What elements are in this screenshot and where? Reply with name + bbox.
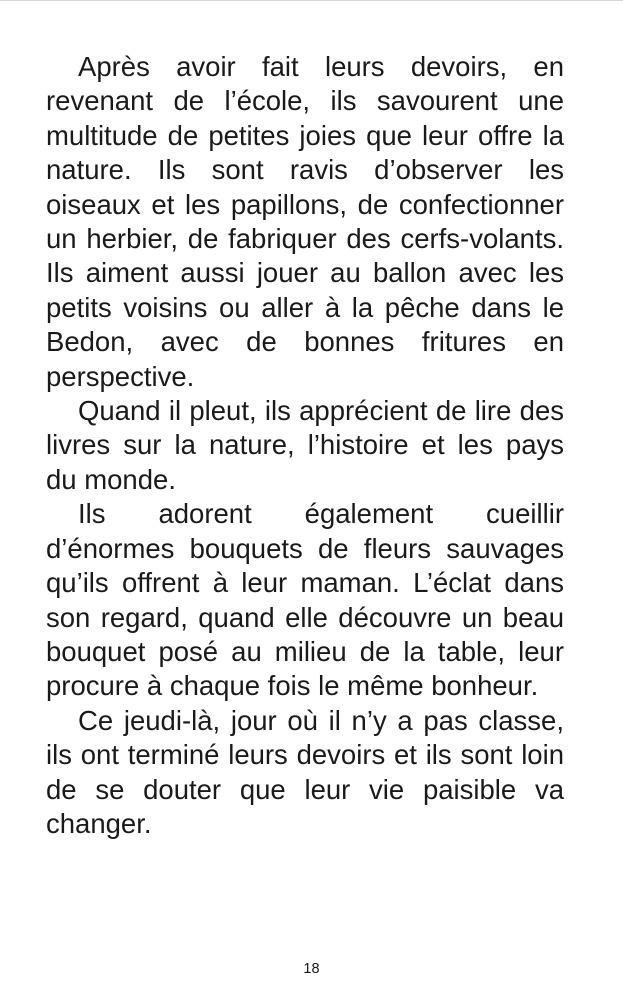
paragraph-4: Ce jeudi-là, jour où il n’y a pas classe, ils ont terminé leurs devoirs et ils sont loin de se douter que leur vie paisible va changer. [46, 704, 564, 839]
page-body-text [46, 50, 564, 841]
paragraph-1: Après avoir fait leurs devoirs, en revenant de l’école, ils savourent une multitude de petites joies que leur offre la nature. Ils sont ravis d’observer les oiseaux et les papillons, de confectionner un herbier, de fabriquer des cerfs-volants. Ils aiment aussi jouer au ballon avec les petits voisins ou aller à la pêche dans le Bedon, avec de bonnes fritures en perspective. [46, 51, 564, 392]
top-edge-rule [0, 0, 623, 1]
paragraph-2: Quand il pleut, ils apprécient de lire des livres sur la nature, l’histoire et les pays du monde. [46, 395, 564, 495]
paragraph-3: Ils adorent également cueillir d’énormes bouquets de fleurs sauvages qu’ils offrent à leur maman. L’éclat dans son regard, quand elle découvre un beau bouquet posé au milieu de la table, leur procure à chaque fois le même bonheur. [46, 498, 564, 702]
page-number: 18 [303, 961, 320, 977]
